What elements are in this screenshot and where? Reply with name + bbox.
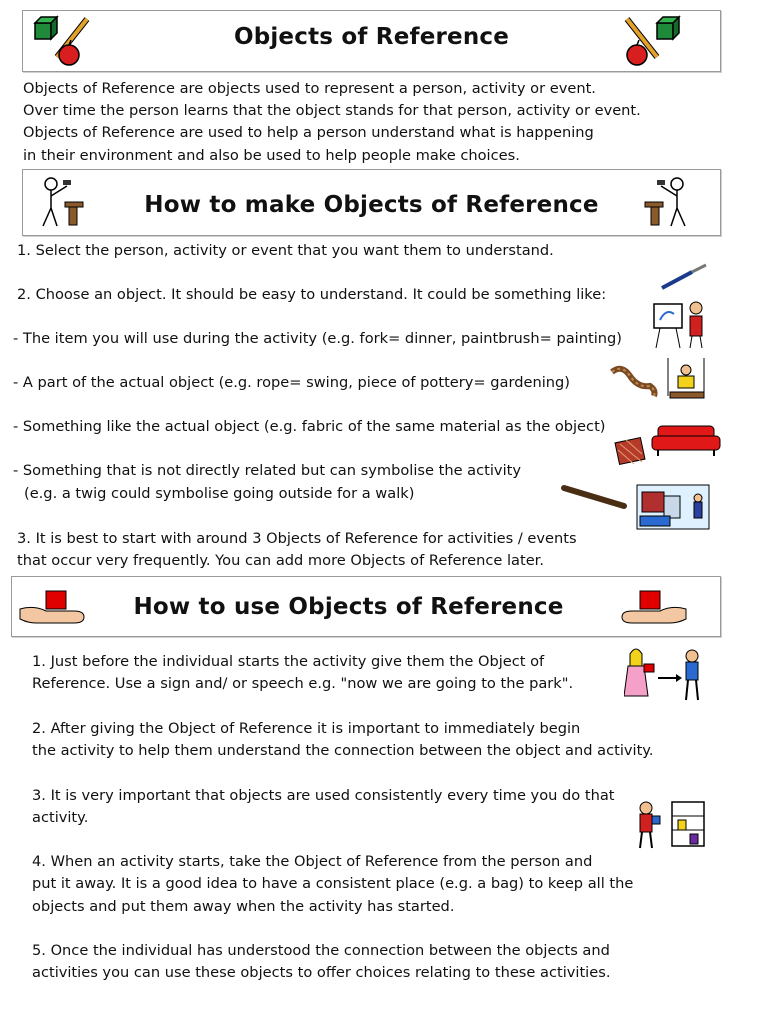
swing-icon — [660, 356, 714, 406]
use-step-4: 4. When an activity starts, take the Object of Reference from the person and — [32, 853, 593, 870]
use-step-5: 5. Once the individual has understood the connection between the objects and — [32, 942, 610, 959]
make-option-part: - A part of the actual object (e.g. rope= swing, piece of pottery= gardening) — [13, 374, 570, 391]
make-step-3: 3. It is best to start with around 3 Objects of Reference for activities / events — [17, 530, 577, 547]
sofa-icon — [650, 420, 722, 460]
painter-icon — [650, 298, 712, 350]
make-option-item: - The item you will use during the activity (e.g. fork= dinner, paintbrush= painting) — [13, 330, 622, 347]
make-option-symbol: - Something that is not directly related but can symbolise the activity — [13, 462, 521, 479]
rope-icon — [608, 362, 658, 400]
use-step-4-cont: objects and put them away when the activity has started. — [32, 898, 455, 915]
use-step-5-cont: activities you can use these objects to offer choices relating to these activities. — [32, 964, 611, 981]
use-heading-box — [11, 576, 721, 637]
use-step-1: 1. Just before the individual starts the activity give them the Object of — [32, 653, 545, 670]
use-step-2-cont: the activity to help them understand the connection between the object and activity. — [32, 742, 654, 759]
twig-icon — [560, 484, 628, 510]
hand-block-icon — [16, 585, 88, 629]
page-title: Objects of Reference — [233, 24, 510, 50]
fabric-icon — [614, 436, 648, 466]
intro-line: Over time the person learns that the object stands for that person, activity or event. — [23, 102, 641, 119]
make-heading: How to make Objects of Reference — [144, 192, 599, 218]
make-option-like: - Something like the actual object (e.g. fabric of the same material as the object) — [13, 418, 606, 435]
park-icon — [636, 484, 710, 530]
carpenter-icon — [641, 174, 691, 230]
title-box — [22, 10, 721, 72]
make-step-2: 2. Choose an object. It should be easy to understand. It could be something like: — [17, 286, 607, 303]
cube-pencil-apple-icon — [31, 15, 93, 69]
paintbrush-icon — [658, 262, 710, 292]
giving-object-icon — [624, 646, 706, 702]
shelf-icon — [634, 798, 706, 850]
intro-line: Objects of Reference are objects used to represent a person, activity or event. — [23, 80, 596, 97]
use-step-3-cont: activity. — [32, 809, 89, 826]
use-heading: How to use Objects of Reference — [133, 594, 564, 620]
hand-block-icon — [618, 585, 690, 629]
make-option-symbol-example: (e.g. a twig could symbolise going outside for a walk) — [24, 485, 415, 502]
use-step-2: 2. After giving the Object of Reference it is important to immediately begin — [32, 720, 581, 737]
use-step-3: 3. It is very important that objects are used consistently every time you do that — [32, 787, 615, 804]
make-step-1: 1. Select the person, activity or event that you want them to understand. — [17, 242, 554, 259]
make-heading-box — [22, 169, 721, 236]
carpenter-icon — [37, 174, 87, 230]
make-step-3-cont: that occur very frequently. You can add more Objects of Reference later. — [17, 552, 544, 569]
intro-line: in their environment and also be used to help people make choices. — [23, 147, 520, 164]
use-step-4-cont: put it away. It is a good idea to have a consistent place (e.g. a bag) to keep all the — [32, 875, 634, 892]
cube-pencil-apple-icon — [621, 15, 685, 69]
use-step-1-cont: Reference. Use a sign and/ or speech e.g. "now we are going to the park". — [32, 675, 574, 692]
intro-line: Objects of Reference are used to help a person understand what is happening — [23, 124, 594, 141]
